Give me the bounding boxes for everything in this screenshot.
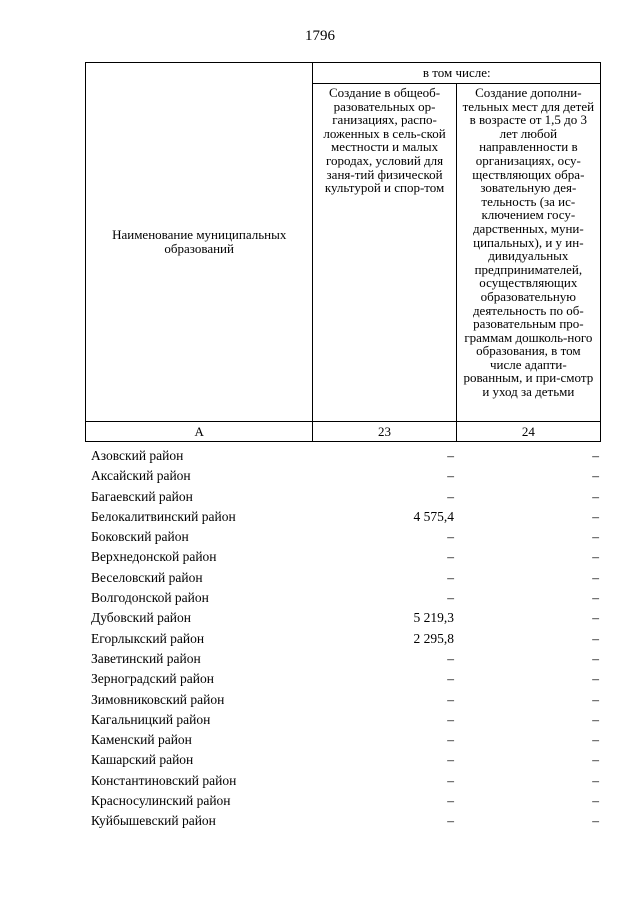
row-value-23: 4 575,4 bbox=[413, 508, 454, 524]
row-value-24: – bbox=[592, 590, 599, 606]
index-24: 24 bbox=[456, 422, 600, 442]
row-value-23: – bbox=[447, 752, 454, 768]
row-value-24: – bbox=[592, 772, 599, 788]
table-row bbox=[85, 811, 601, 831]
row-value-24: – bbox=[592, 793, 599, 809]
row-value-23: – bbox=[447, 569, 454, 585]
row-name: Зерноградский район bbox=[91, 671, 214, 687]
name-column-header bbox=[86, 63, 313, 422]
column-24-label: Создание дополни-тельных мест для детей в возрасте от 1,5 до 3 лет любой направленности в организациях, осу-ществляющих обра-зовательную дея-тельность (за ис-ключением госу-дарственных, муни-ципальных), и у ин-дивидуальных предпринимателей, осуществляющих образовательную деятельность по об-разовательным про-граммам дошколь-ного образования, в том числе адапти-рованным, и при-смотр и уход за детьми bbox=[462, 85, 595, 400]
table-row bbox=[85, 568, 601, 588]
row-name: Аксайский район bbox=[91, 468, 191, 484]
row-name: Белокалитвинский район bbox=[91, 508, 236, 524]
row-name: Куйбышевский район bbox=[91, 813, 216, 829]
row-name: Волгодонской район bbox=[91, 590, 209, 606]
row-value-23: – bbox=[447, 691, 454, 707]
table-row bbox=[85, 629, 601, 649]
table-row bbox=[85, 649, 601, 669]
table-row bbox=[85, 730, 601, 750]
row-value-24: – bbox=[592, 448, 599, 463]
column-23-label: Создание в общеоб-разовательных ор-ганизациях, распо-ложенных в сель-ской местности и малых городах, условий для заня-тий физической культурой и спор-том bbox=[323, 85, 446, 196]
group-header: в том числе: bbox=[313, 63, 601, 84]
row-value-24: – bbox=[592, 508, 599, 524]
index-23: 23 bbox=[313, 422, 456, 442]
row-name: Верхнедонской район bbox=[91, 549, 217, 565]
row-name: Кашарский район bbox=[91, 752, 194, 768]
row-value-23: – bbox=[447, 732, 454, 748]
row-value-24: – bbox=[592, 549, 599, 565]
table-row bbox=[85, 690, 601, 710]
table-row bbox=[85, 771, 601, 791]
row-value-23: 2 295,8 bbox=[413, 630, 454, 646]
row-name: Дубовский район bbox=[91, 610, 192, 626]
row-value-23: – bbox=[447, 650, 454, 666]
row-value-23: – bbox=[447, 793, 454, 809]
row-value-24: – bbox=[592, 529, 599, 545]
table-row bbox=[85, 547, 601, 567]
row-value-24: – bbox=[592, 711, 599, 727]
row-name: Заветинский район bbox=[91, 650, 201, 666]
row-value-23: – bbox=[447, 671, 454, 687]
row-name: Кагальницкий район bbox=[91, 711, 211, 727]
row-value-23: – bbox=[447, 813, 454, 829]
table-row bbox=[85, 487, 601, 507]
row-value-23: – bbox=[447, 772, 454, 788]
column-23-header bbox=[313, 84, 456, 422]
row-name: Багаевский район bbox=[91, 488, 193, 504]
row-value-24: – bbox=[592, 691, 599, 707]
row-value-24: – bbox=[592, 671, 599, 687]
row-value-24: – bbox=[592, 630, 599, 646]
row-value-24: – bbox=[592, 752, 599, 768]
row-value-24: – bbox=[592, 468, 599, 484]
row-value-23: 5 219,3 bbox=[413, 610, 454, 626]
table-row bbox=[85, 750, 601, 770]
header-table bbox=[85, 62, 601, 442]
table-row bbox=[85, 527, 601, 547]
name-column-label: Наименование муниципальных образований bbox=[112, 227, 287, 256]
row-name: Азовский район bbox=[91, 448, 184, 463]
row-value-24: – bbox=[592, 488, 599, 504]
row-value-23: – bbox=[447, 549, 454, 565]
table-row bbox=[85, 608, 601, 628]
row-value-23: – bbox=[447, 529, 454, 545]
row-value-23: – bbox=[447, 590, 454, 606]
table-row bbox=[85, 466, 601, 486]
row-value-24: – bbox=[592, 650, 599, 666]
row-name: Веселовский район bbox=[91, 569, 203, 585]
row-value-24: – bbox=[592, 569, 599, 585]
index-a: А bbox=[86, 422, 313, 442]
row-value-24: – bbox=[592, 732, 599, 748]
row-value-23: – bbox=[447, 468, 454, 484]
table-row bbox=[85, 710, 601, 730]
row-value-23: – bbox=[447, 488, 454, 504]
row-name: Красносулинский район bbox=[91, 793, 231, 809]
row-name: Боковский район bbox=[91, 529, 189, 545]
table-row bbox=[85, 669, 601, 689]
table-row bbox=[85, 446, 601, 466]
data-rows bbox=[85, 446, 601, 832]
row-value-24: – bbox=[592, 610, 599, 626]
column-24-header bbox=[456, 84, 600, 422]
row-value-24: – bbox=[592, 813, 599, 829]
table-row bbox=[85, 588, 601, 608]
row-value-23: – bbox=[447, 448, 454, 463]
row-name: Константиновский район bbox=[91, 772, 237, 788]
table-row bbox=[85, 507, 601, 527]
index-row bbox=[86, 422, 601, 442]
page-number: 1796 bbox=[305, 28, 335, 44]
table-row bbox=[85, 791, 601, 811]
row-name: Егорлыкский район bbox=[91, 630, 205, 646]
row-name: Зимовниковский район bbox=[91, 691, 225, 707]
row-name: Каменский район bbox=[91, 732, 192, 748]
row-value-23: – bbox=[447, 711, 454, 727]
